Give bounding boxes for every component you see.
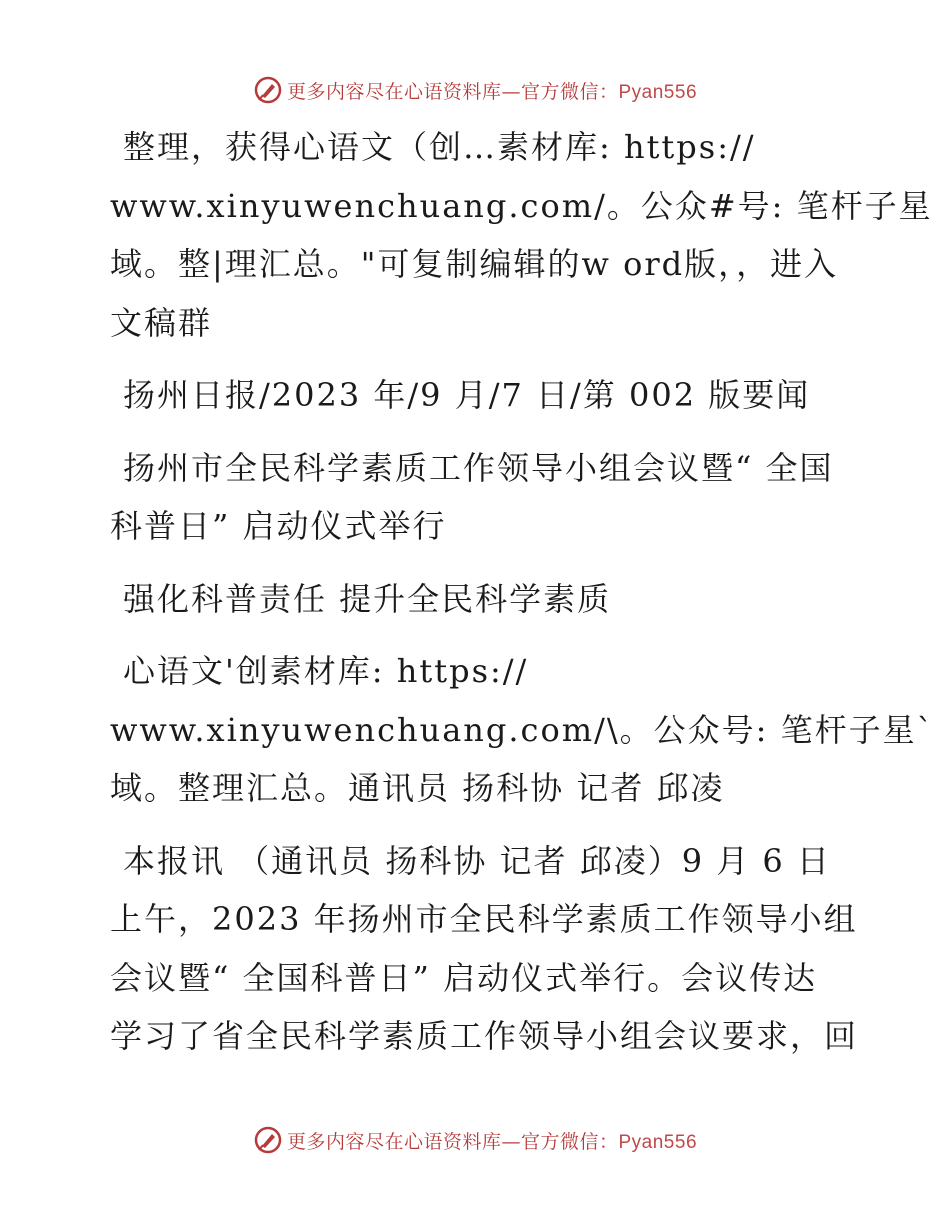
text-line: www.xinyuwenchuang.com/。公众#号: 笔杆子星: [110, 186, 933, 225]
pen-logo-icon: [253, 75, 283, 105]
text-line: 会议暨“ 全国科普日” 启动仪式举行。会议传达: [110, 958, 818, 997]
watermark-text: 更多内容尽在心语资料库—官方微信：Pyan556: [286, 80, 698, 103]
footer-watermark-banner: [0, 1120, 950, 1160]
body-paragraph: [97, 832, 857, 1066]
document-body: [97, 118, 935, 1080]
text-line: 扬州市全民科学素质工作领导小组会议暨“ 全国: [123, 448, 834, 487]
text-line: 域。整理汇总。通讯员 扬科协 记者 邱凌: [110, 769, 725, 807]
article-title: [97, 439, 857, 556]
text-line: 强化科普责任 提升全民科学素质: [123, 579, 612, 618]
watermark-contact: Pyan556: [618, 1131, 698, 1153]
text-line: 域。整|理汇总。"可复制编辑的w ord版，，进入: [110, 245, 839, 283]
text-line: 扬州日报/2023 年/9 月/7 日/第 002 版要闻: [123, 376, 811, 414]
header-watermark-banner: [0, 70, 950, 110]
byline-paragraph: [97, 642, 935, 818]
text-line: 整理，获得心语文（创…素材库: https://: [123, 128, 756, 166]
text-line: www.xinyuwenchuang.com/\。公众号: 笔杆子星`: [110, 710, 935, 749]
watermark-text: 更多内容尽在心语资料库—官方微信：Pyan556: [286, 1130, 698, 1153]
text-line: 科普日” 启动仪式举行: [110, 507, 447, 545]
source-line: [97, 366, 857, 425]
text-line: 文稿群: [110, 303, 213, 342]
pen-logo-icon: [253, 1125, 283, 1155]
text-line: 学习了省全民科学素质工作领导小组会议要求，回: [110, 1017, 859, 1055]
text-line: 上午，2023 年扬州市全民科学素质工作领导小组: [110, 900, 858, 938]
watermark-contact: Pyan556: [618, 81, 698, 103]
intro-paragraph: [97, 118, 933, 352]
article-subtitle: [97, 570, 857, 629]
text-line: 本报讯 （通讯员 扬科协 记者 邱凌）9 月 6 日: [123, 841, 831, 880]
text-line: 心语文'创素材库: https://: [123, 652, 529, 690]
